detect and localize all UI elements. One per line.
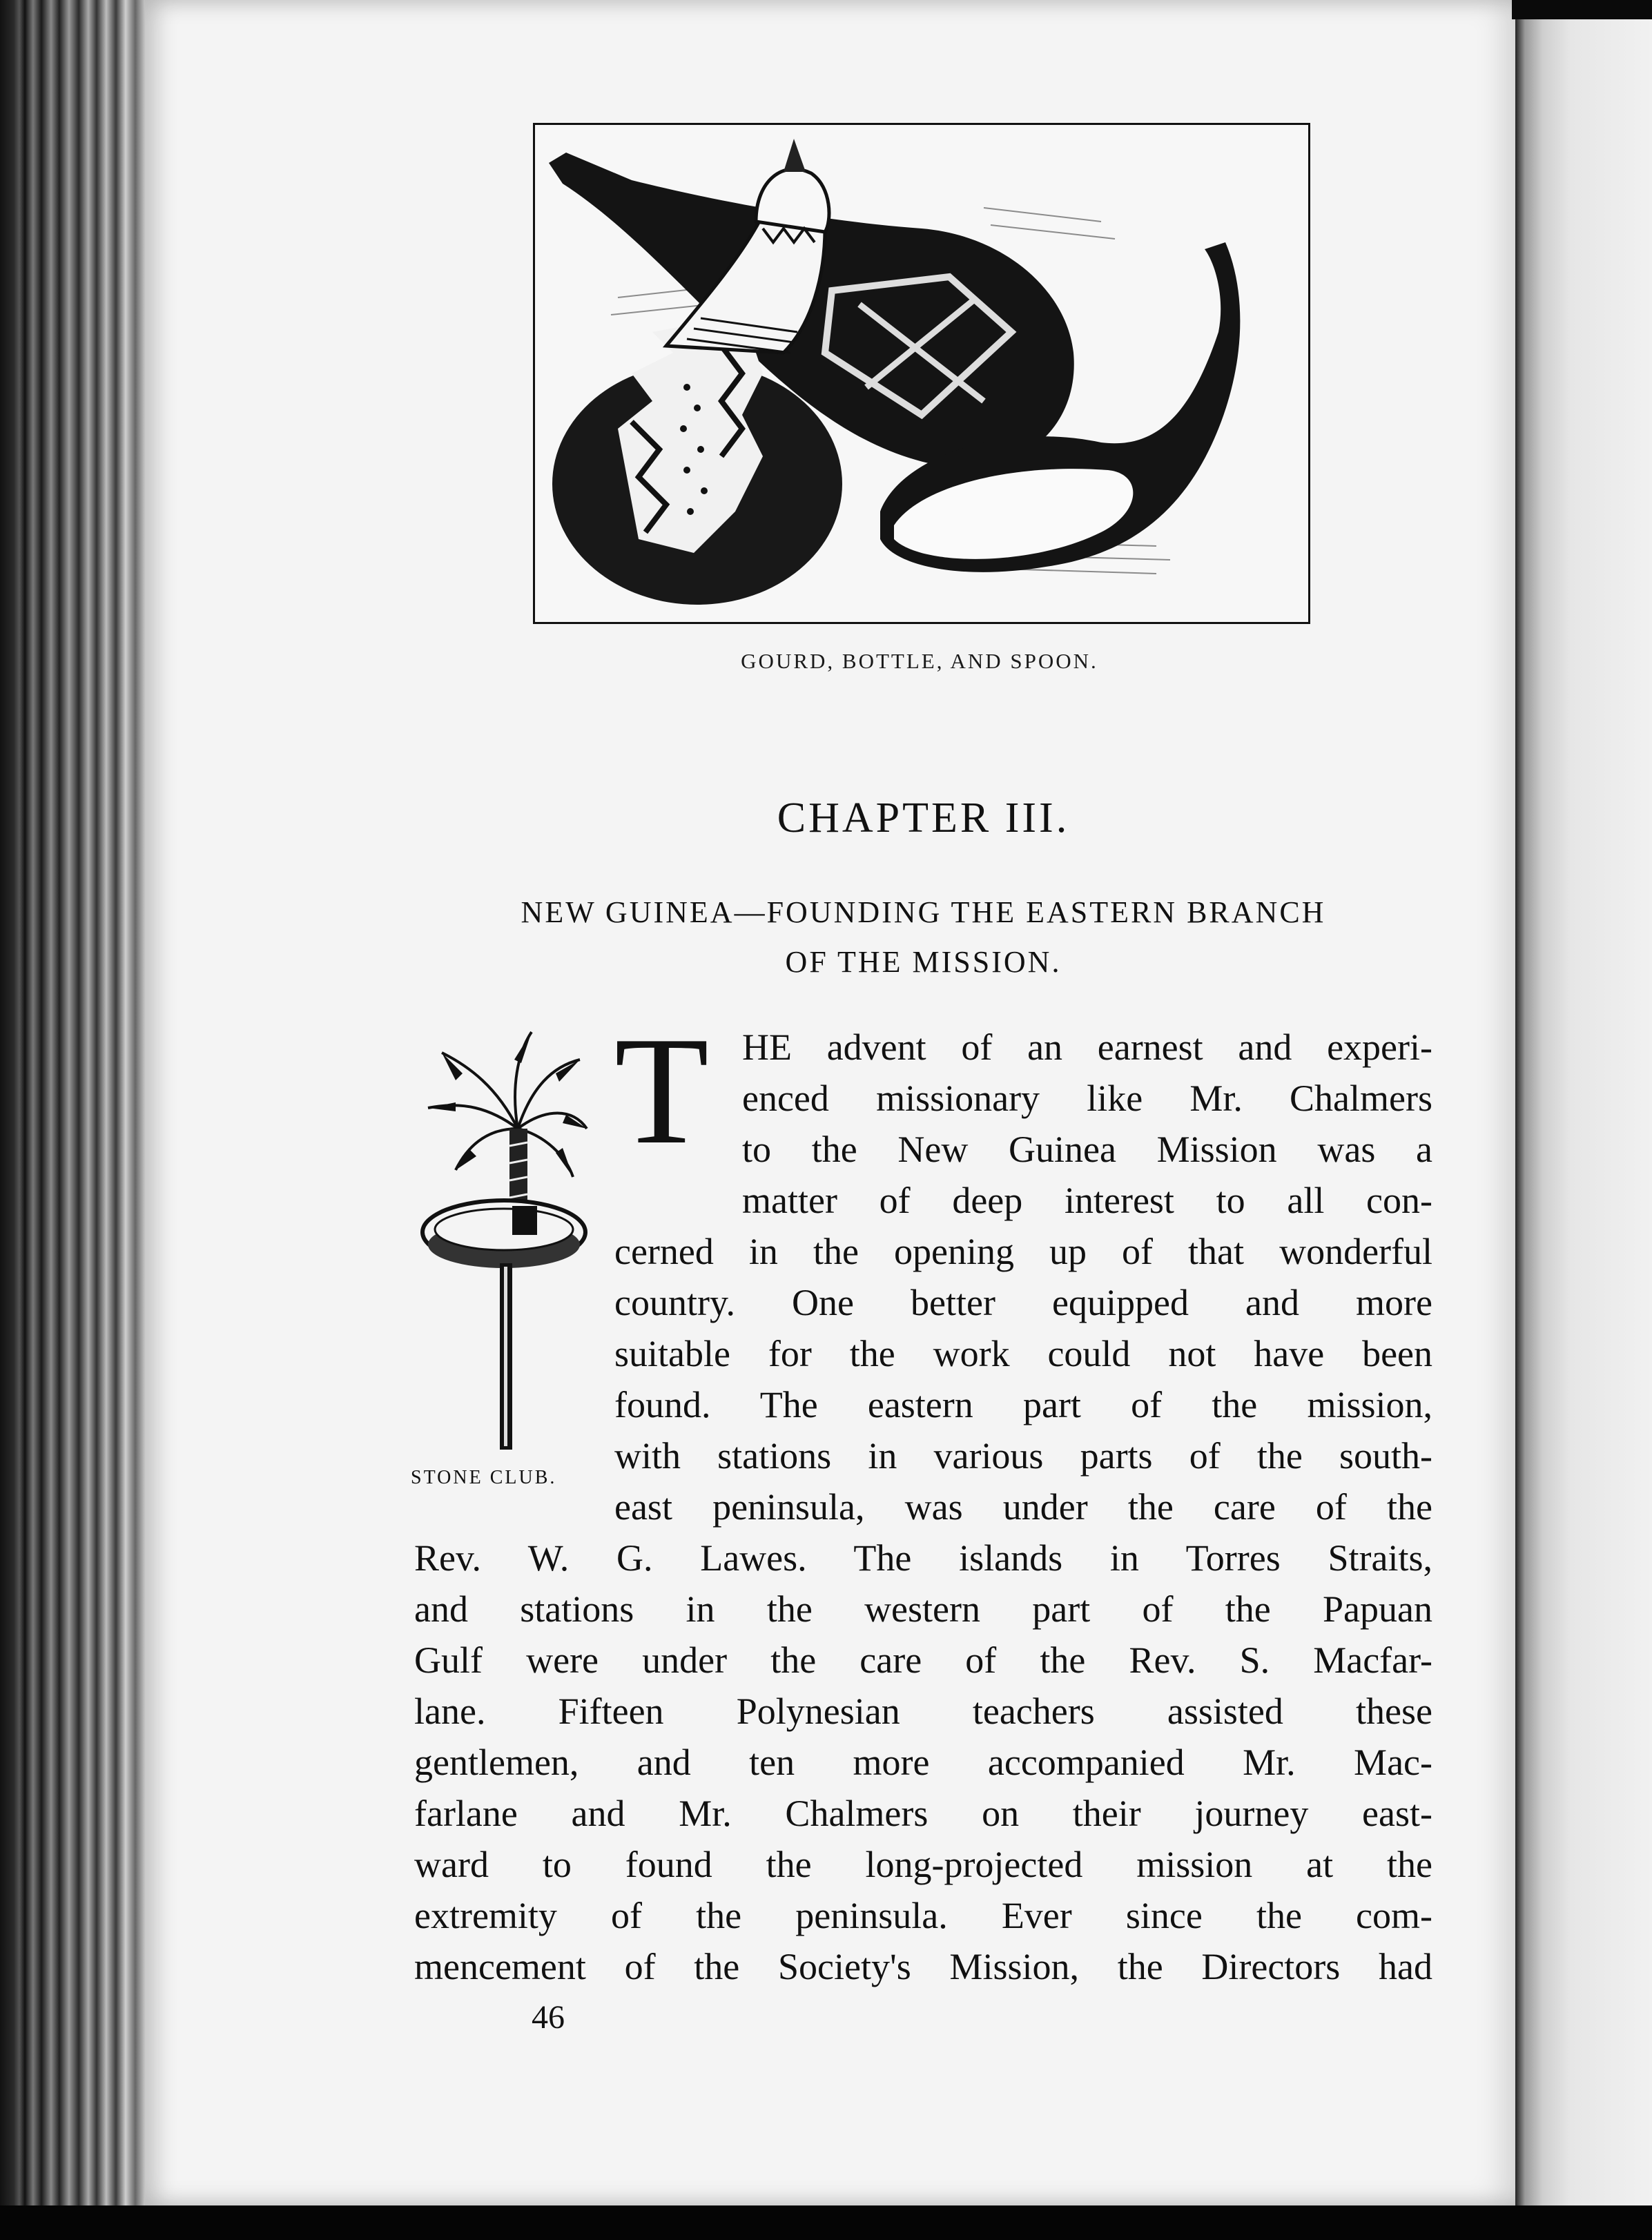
chapter-title: CHAPTER III. xyxy=(777,795,1070,841)
text-line: suitable for the work could not have been xyxy=(614,1333,1432,1374)
text-line: lane. Fifteen Polynesian teachers assisted these xyxy=(414,1691,1432,1732)
text-line: Gulf were under the care of the Rev. S. Macfar- xyxy=(414,1639,1432,1681)
text-line: gentlemen, and ten more accompanied Mr. Mac- xyxy=(414,1742,1432,1783)
text-line: Rev. W. G. Lawes. The islands in Torres Straits, xyxy=(414,1537,1432,1579)
text-line: found. The eastern part of the mission, xyxy=(614,1384,1432,1425)
chapter-subtitle xyxy=(414,888,1432,987)
text-line: mencement of the Society's Mission, the Directors had xyxy=(414,1946,1432,1987)
gourd-bottle-spoon-illustration xyxy=(533,123,1310,624)
text-line: ward to found the long-projected mission at the xyxy=(414,1844,1432,1885)
figure-caption: GOURD, BOTTLE, AND SPOON. xyxy=(741,649,1098,673)
chapter-subtitle-line: NEW GUINEA—FOUNDING THE EASTERN BRANCH xyxy=(521,895,1326,929)
text-line: to the New Guinea Mission was a xyxy=(742,1129,1432,1170)
text-line: matter of deep interest to all con- xyxy=(742,1180,1432,1221)
text-line: farlane and Mr. Chalmers on their journey east- xyxy=(414,1793,1432,1834)
chapter-subtitle-line: OF THE MISSION. xyxy=(785,945,1062,979)
text-line: with stations in various parts of the south- xyxy=(614,1435,1432,1477)
page-number: 46 xyxy=(532,1999,565,2036)
text-line: country. One better equipped and more xyxy=(614,1282,1432,1323)
text-line: cerned in the opening up of that wonderful xyxy=(614,1231,1432,1272)
stone-club-caption: STONE CLUB. xyxy=(411,1467,557,1488)
text-line: extremity of the peninsula. Ever since the com- xyxy=(414,1895,1432,1936)
book-page-edge-right xyxy=(1515,0,1652,2240)
book-page-edges-left xyxy=(0,0,148,2240)
drop-cap: T xyxy=(614,1005,709,1176)
gourd-bottle-spoon-drawing xyxy=(535,125,1308,622)
chapter-body-text xyxy=(414,1005,1432,1992)
text-line: enced missionary like Mr. Chalmers xyxy=(742,1078,1432,1119)
text-line: east peninsula, was under the care of the xyxy=(614,1486,1432,1528)
scan-border-bottom xyxy=(0,2205,1652,2240)
text-line: HE advent of an earnest and experi- xyxy=(742,1026,1432,1068)
scan-border-top xyxy=(1512,0,1652,19)
text-line: and stations in the western part of the Papuan xyxy=(414,1588,1432,1630)
